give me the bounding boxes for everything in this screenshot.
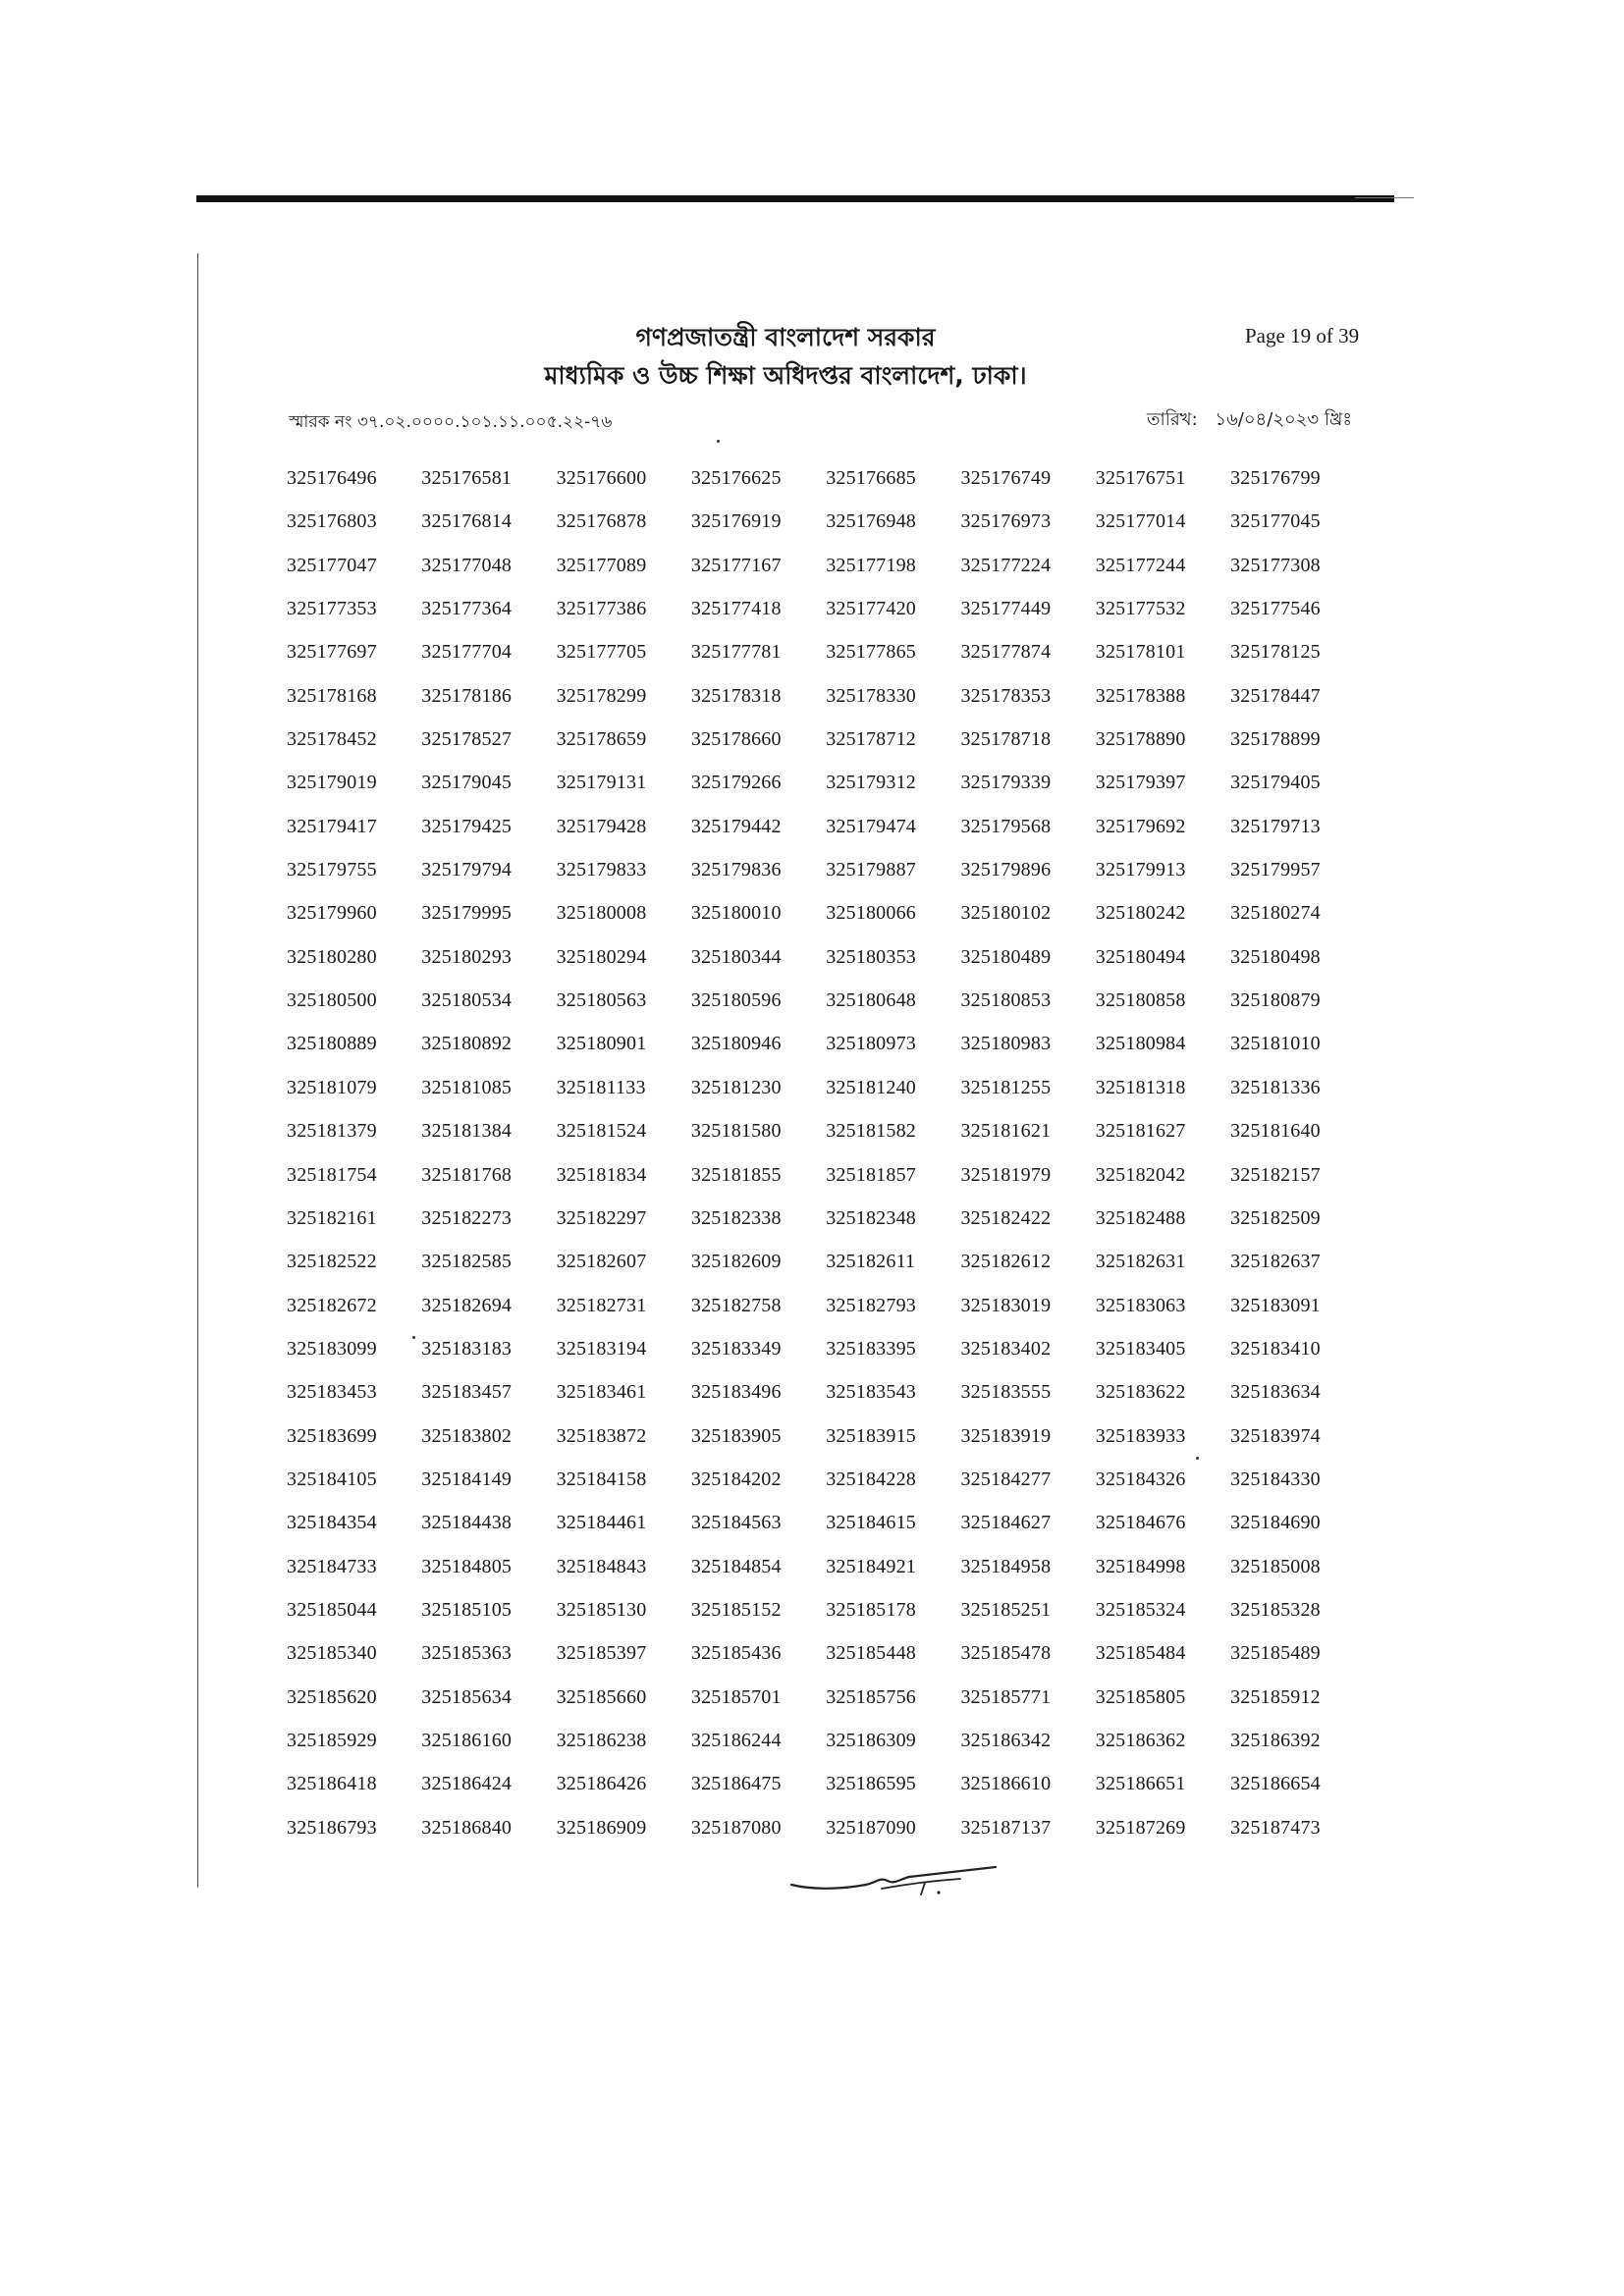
roll-number-cell: 325176496 <box>287 467 377 489</box>
roll-number-cell: 325186392 <box>1230 1729 1321 1751</box>
roll-number-cell: 325182611 <box>826 1251 916 1273</box>
roll-number-cell: 325186475 <box>690 1773 782 1795</box>
roll-number-cell: 325179713 <box>1230 815 1321 837</box>
roll-number-cell: 325179755 <box>287 859 377 881</box>
roll-number-cell: 325179417 <box>287 815 377 837</box>
roll-number-cell: 325186840 <box>421 1816 513 1839</box>
memo-number: স্মারক নং ৩৭.০২.০০০০.১০১.১১.০০৫.২২-৭৬ <box>289 412 613 432</box>
roll-number-cell: 325177874 <box>960 641 1052 664</box>
roll-number-cell: 325180858 <box>1095 989 1186 1012</box>
signature-mark <box>785 1855 1001 1902</box>
roll-number-cell: 325185448 <box>826 1642 916 1665</box>
roll-number-cell: 325183461 <box>556 1381 647 1404</box>
roll-number-cell: 325183974 <box>1230 1424 1321 1447</box>
roll-number-cell: 325185771 <box>960 1685 1052 1708</box>
roll-number-cell: 325186651 <box>1095 1773 1186 1795</box>
roll-number-cell: 325177048 <box>421 554 513 576</box>
roll-number-cell: 325184461 <box>556 1512 647 1534</box>
roll-number-cell: 325179442 <box>690 815 782 837</box>
roll-number-cell: 325184615 <box>826 1512 916 1534</box>
roll-number-cell: 325180274 <box>1230 902 1321 925</box>
roll-number-cell: 325180563 <box>556 989 647 1012</box>
roll-number-cell: 325178101 <box>1095 641 1186 664</box>
roll-number-cell: 325186426 <box>556 1773 647 1795</box>
roll-number-cell: 325181379 <box>287 1120 377 1143</box>
roll-number-cell: 325183063 <box>1095 1294 1186 1316</box>
roll-number-cell: 325186909 <box>556 1816 647 1839</box>
roll-number-cell: 325180853 <box>960 989 1052 1012</box>
roll-number-cell: 325185620 <box>287 1685 377 1708</box>
roll-number-cell: 325183405 <box>1095 1337 1186 1360</box>
roll-number-cell: 325177697 <box>287 641 377 664</box>
roll-number-cell: 325180353 <box>826 945 916 968</box>
roll-number-cell: 325181640 <box>1230 1120 1321 1143</box>
roll-number-cell: 325179887 <box>826 859 916 881</box>
roll-number-cell: 325185397 <box>556 1642 647 1665</box>
roll-number-cell: 325183410 <box>1230 1337 1321 1360</box>
roll-number-cell: 325177781 <box>690 641 782 664</box>
roll-number-cell: 325183699 <box>287 1424 377 1447</box>
roll-number-cell: 325181627 <box>1095 1120 1186 1143</box>
roll-number-cell: 325182637 <box>1230 1251 1321 1273</box>
roll-number-cell: 325186362 <box>1095 1729 1186 1751</box>
roll-number-cell: 325177386 <box>556 598 647 620</box>
roll-number-cell: 325181079 <box>287 1076 377 1098</box>
roll-number-cell: 325184105 <box>287 1468 377 1490</box>
roll-number-cell: 325185912 <box>1230 1685 1321 1708</box>
roll-number-cell: 325182348 <box>826 1206 916 1229</box>
roll-number-cell: 325176948 <box>826 510 916 533</box>
roll-number-cell: 325177308 <box>1230 554 1321 576</box>
roll-number-cell: 325185756 <box>826 1685 916 1708</box>
roll-number-cell: 325179913 <box>1095 859 1186 881</box>
roll-number-cell: 325182758 <box>690 1294 782 1316</box>
roll-number-cell: 325181255 <box>960 1076 1052 1098</box>
roll-number-cell: 325180973 <box>826 1033 916 1055</box>
roll-number-cell: 325177865 <box>826 641 916 664</box>
roll-number-cell: 325186244 <box>690 1729 782 1751</box>
roll-number-cell: 325184805 <box>421 1555 513 1577</box>
roll-number-cell: 325180008 <box>556 902 647 925</box>
roll-number-cell: 325179131 <box>556 772 647 794</box>
roll-number-cell: 325183194 <box>556 1337 647 1360</box>
roll-number-cell: 325185008 <box>1230 1555 1321 1577</box>
roll-number-cell: 325178527 <box>421 728 513 751</box>
roll-number-cell: 325182509 <box>1230 1206 1321 1229</box>
roll-number-cell: 325178353 <box>960 684 1052 707</box>
roll-number-cell: 325179568 <box>960 815 1052 837</box>
roll-number-cell: 325183395 <box>826 1337 916 1360</box>
roll-number-cell: 325177014 <box>1095 510 1186 533</box>
roll-number-cell: 325180280 <box>287 945 377 968</box>
roll-number-cell: 325179794 <box>421 859 513 881</box>
roll-number-cell: 325184563 <box>690 1512 782 1534</box>
roll-number-cell: 325179474 <box>826 815 916 837</box>
roll-number-cell: 325187473 <box>1230 1816 1321 1839</box>
roll-number-cell: 325183933 <box>1095 1424 1186 1447</box>
roll-number-cell: 325180892 <box>421 1033 513 1055</box>
roll-number-cell: 325180344 <box>690 945 782 968</box>
roll-number-cell: 325180500 <box>287 989 377 1012</box>
roll-number-cell: 325181230 <box>690 1076 782 1098</box>
roll-number-cell: 325183915 <box>826 1424 916 1447</box>
roll-number-cell: 325181580 <box>690 1120 782 1143</box>
roll-number-cell: 325177364 <box>421 598 513 620</box>
roll-number-cell: 325186160 <box>421 1729 513 1751</box>
roll-number-cell: 325185044 <box>287 1598 377 1621</box>
roll-number-cell: 325177705 <box>556 641 647 664</box>
roll-number-cell: 325185634 <box>421 1685 513 1708</box>
roll-number-cell: 325183543 <box>826 1381 916 1404</box>
roll-number-cell: 325176581 <box>421 467 513 489</box>
roll-number-cell: 325180983 <box>960 1033 1052 1055</box>
roll-number-cell: 325180294 <box>556 945 647 968</box>
roll-number-cell: 325181133 <box>556 1076 646 1098</box>
roll-number-cell: 325182694 <box>421 1294 513 1316</box>
roll-number-cell: 325177532 <box>1095 598 1186 620</box>
roll-number-cell: 325177704 <box>421 641 513 664</box>
date-value: ১৬/০৪/২০২৩ খ্রিঃ <box>1215 409 1352 430</box>
roll-number-cell: 325178186 <box>421 684 513 707</box>
roll-number-cell: 325181010 <box>1230 1033 1321 1055</box>
roll-number-cell: 325181855 <box>690 1163 782 1186</box>
roll-number-cell: 325179045 <box>421 772 513 794</box>
roll-number-cell: 325181384 <box>421 1120 513 1143</box>
roll-number-cell: 325184690 <box>1230 1512 1321 1534</box>
roll-number-cell: 325184438 <box>421 1512 513 1534</box>
roll-number-cell: 325180102 <box>960 902 1052 925</box>
roll-number-cell: 325176919 <box>690 510 782 533</box>
roll-number-cell: 325182488 <box>1095 1206 1186 1229</box>
roll-number-cell: 325179339 <box>960 772 1052 794</box>
roll-number-cell: 325177047 <box>287 554 377 576</box>
roll-number-cell: 325180889 <box>287 1033 377 1055</box>
roll-number-cell: 325185805 <box>1095 1685 1186 1708</box>
roll-number-cell: 325186424 <box>421 1773 513 1795</box>
roll-number-cell: 325181621 <box>960 1120 1052 1143</box>
roll-number-cell: 325177546 <box>1230 598 1321 620</box>
roll-number-cell: 325180489 <box>960 945 1052 968</box>
roll-number-cell: 325179833 <box>556 859 647 881</box>
roll-number-cell: 325179397 <box>1095 772 1186 794</box>
government-title: গণপ্রজাতন্ত্রী বাংলাদেশ সরকার <box>635 323 936 351</box>
roll-number-cell: 325185701 <box>690 1685 782 1708</box>
roll-number-cell: 325180293 <box>421 945 513 968</box>
roll-number-cell: 325180534 <box>421 989 513 1012</box>
roll-number-cell: 325183905 <box>690 1424 782 1447</box>
roll-number-cell: 325186238 <box>556 1729 647 1751</box>
roll-number-cell: 325183349 <box>690 1337 782 1360</box>
roll-number-cell: 325182631 <box>1095 1251 1186 1273</box>
roll-number-cell: 325182422 <box>960 1206 1052 1229</box>
roll-number-cell: 325182612 <box>960 1251 1052 1273</box>
roll-number-cell: 325177167 <box>690 554 782 576</box>
roll-number-cell: 325184998 <box>1095 1555 1186 1577</box>
roll-number-cell: 325182157 <box>1230 1163 1321 1186</box>
roll-number-cell: 325176799 <box>1230 467 1321 489</box>
roll-number-cell: 325179405 <box>1230 772 1321 794</box>
roll-number-cell: 325185489 <box>1230 1642 1321 1665</box>
roll-number-cell: 325179266 <box>690 772 782 794</box>
roll-number-cell: 325184627 <box>960 1512 1052 1534</box>
roll-number-cell: 325178168 <box>287 684 377 707</box>
roll-number-cell: 325186610 <box>960 1773 1052 1795</box>
roll-number-cell: 325184202 <box>690 1468 782 1490</box>
roll-number-cell: 325184330 <box>1230 1468 1321 1490</box>
roll-number-cell: 325176751 <box>1095 467 1186 489</box>
roll-number-cell: 325183183 <box>421 1337 513 1360</box>
roll-number-cell: 325179692 <box>1095 815 1186 837</box>
roll-number-cell: 325181240 <box>826 1076 916 1098</box>
roll-number-cell: 325178318 <box>690 684 782 707</box>
roll-number-cell: 325182522 <box>287 1251 377 1273</box>
roll-number-cell: 325178299 <box>556 684 647 707</box>
roll-number-cell: 325185340 <box>287 1642 377 1665</box>
top-rule-extension <box>1355 197 1414 198</box>
roll-number-cell: 325178890 <box>1095 728 1186 751</box>
roll-number-cell: 325184158 <box>556 1468 647 1490</box>
roll-number-cell: 325180596 <box>690 989 782 1012</box>
roll-number-cell: 325176814 <box>421 510 513 533</box>
roll-number-table <box>287 467 1367 1860</box>
roll-number-cell: 325178452 <box>287 728 377 751</box>
roll-number-cell: 325176600 <box>556 467 647 489</box>
roll-number-cell: 325178718 <box>960 728 1052 751</box>
roll-number-cell: 325185105 <box>421 1598 513 1621</box>
roll-number-cell: 325182161 <box>287 1206 377 1229</box>
roll-number-cell: 325183402 <box>960 1337 1052 1360</box>
roll-number-cell: 325183453 <box>287 1381 377 1404</box>
roll-number-cell: 325181524 <box>556 1120 647 1143</box>
roll-number-cell: 325176803 <box>287 510 377 533</box>
roll-number-cell: 325177449 <box>960 598 1052 620</box>
roll-number-cell: 325176625 <box>690 467 782 489</box>
roll-number-cell: 325181582 <box>826 1120 916 1143</box>
roll-number-cell: 325181318 <box>1095 1076 1186 1098</box>
roll-number-cell: 325184958 <box>960 1555 1052 1577</box>
roll-number-cell: 325186309 <box>826 1729 916 1751</box>
roll-number-cell: 325176878 <box>556 510 647 533</box>
roll-number-cell: 325178388 <box>1095 684 1186 707</box>
roll-number-cell: 325176685 <box>826 467 916 489</box>
roll-number-cell: 325182042 <box>1095 1163 1186 1186</box>
roll-number-cell: 325178447 <box>1230 684 1321 707</box>
roll-number-cell: 325185178 <box>826 1598 916 1621</box>
roll-number-cell: 325179957 <box>1230 859 1321 881</box>
top-rule <box>196 195 1394 202</box>
roll-number-cell: 325182609 <box>690 1251 782 1273</box>
page-number: Page 19 of 39 <box>1245 324 1360 347</box>
roll-number-cell: 325179896 <box>960 859 1052 881</box>
roll-number-cell: 325184843 <box>556 1555 647 1577</box>
roll-number-cell: 325177420 <box>826 598 916 620</box>
roll-number-cell: 325187080 <box>690 1816 782 1839</box>
roll-number-cell: 325180010 <box>690 902 782 925</box>
roll-number-cell: 325179960 <box>287 902 377 925</box>
roll-number-cell: 325185363 <box>421 1642 513 1665</box>
roll-number-cell: 325176749 <box>960 467 1052 489</box>
roll-number-cell: 325181336 <box>1230 1076 1321 1098</box>
date-label: তারিখ: <box>1147 409 1198 430</box>
roll-number-cell: 325186793 <box>287 1816 377 1839</box>
roll-number-cell: 325177224 <box>960 554 1052 576</box>
roll-number-cell: 325180066 <box>826 902 916 925</box>
roll-number-cell: 325178899 <box>1230 728 1321 751</box>
roll-number-cell: 325177089 <box>556 554 647 576</box>
roll-number-cell: 325185251 <box>960 1598 1052 1621</box>
roll-number-cell: 325181768 <box>421 1163 513 1186</box>
roll-number-cell: 325184149 <box>421 1468 513 1490</box>
roll-number-cell: 325179995 <box>421 902 513 925</box>
roll-number-cell: 325183457 <box>421 1381 513 1404</box>
roll-number-cell: 325183622 <box>1095 1381 1186 1404</box>
roll-number-cell: 325180242 <box>1095 902 1186 925</box>
roll-number-cell: 325178330 <box>826 684 916 707</box>
roll-number-cell: 325183091 <box>1230 1294 1321 1316</box>
left-margin-line <box>197 253 198 1888</box>
roll-number-cell: 325181979 <box>960 1163 1052 1186</box>
roll-number-cell: 325180901 <box>556 1033 647 1055</box>
roll-number-cell: 325183496 <box>690 1381 782 1404</box>
roll-number-cell: 325187090 <box>826 1816 916 1839</box>
roll-number-cell: 325180879 <box>1230 989 1321 1012</box>
roll-number-cell: 325180648 <box>826 989 916 1012</box>
roll-number-cell: 325186342 <box>960 1729 1052 1751</box>
roll-number-cell: 325185484 <box>1095 1642 1186 1665</box>
roll-number-cell: 325176973 <box>960 510 1052 533</box>
roll-number-cell: 325186595 <box>826 1773 916 1795</box>
roll-number-cell: 325183099 <box>287 1337 377 1360</box>
roll-number-cell: 325184854 <box>690 1555 782 1577</box>
roll-number-cell: 325186654 <box>1230 1773 1321 1795</box>
roll-number-cell: 325182297 <box>556 1206 647 1229</box>
roll-number-cell: 325177045 <box>1230 510 1321 533</box>
roll-number-cell: 325177244 <box>1095 554 1186 576</box>
roll-number-cell: 325185436 <box>690 1642 782 1665</box>
roll-number-cell: 325182607 <box>556 1251 647 1273</box>
roll-number-cell: 325184921 <box>826 1555 916 1577</box>
roll-number-cell: 325178712 <box>826 728 916 751</box>
roll-number-cell: 325177198 <box>826 554 916 576</box>
directorate-title: মাধ্যমিক ও উচ্চ শিক্ষা অধিদপ্তর বাংলাদেশ, ঢাকা। <box>544 361 1027 390</box>
roll-number-cell: 325183919 <box>960 1424 1052 1447</box>
roll-number-cell: 325185328 <box>1230 1598 1321 1621</box>
roll-number-cell: 325185929 <box>287 1729 377 1751</box>
roll-number-cell: 325178125 <box>1230 641 1321 664</box>
date-block <box>1147 405 1352 436</box>
roll-number-cell: 325182273 <box>421 1206 513 1229</box>
roll-number-cell: 325183019 <box>960 1294 1052 1316</box>
roll-number-cell: 325185152 <box>690 1598 782 1621</box>
roll-number-cell: 325182585 <box>421 1251 513 1273</box>
roll-number-cell: 325185130 <box>556 1598 647 1621</box>
roll-number-cell: 325186418 <box>287 1773 377 1795</box>
roll-number-cell: 325187137 <box>960 1816 1052 1839</box>
roll-number-cell: 325181857 <box>826 1163 916 1186</box>
roll-number-cell: 325184228 <box>826 1468 916 1490</box>
roll-number-cell: 325179019 <box>287 772 377 794</box>
roll-number-cell: 325179836 <box>690 859 782 881</box>
roll-number-cell: 325184326 <box>1095 1468 1186 1490</box>
roll-number-cell: 325182793 <box>826 1294 916 1316</box>
roll-number-cell: 325185324 <box>1095 1598 1186 1621</box>
roll-number-cell: 325184277 <box>960 1468 1052 1490</box>
roll-number-cell: 325181085 <box>421 1076 513 1098</box>
roll-number-cell: 325187269 <box>1095 1816 1186 1839</box>
roll-number-cell: 325179312 <box>826 772 916 794</box>
roll-number-cell: 325180946 <box>690 1033 782 1055</box>
roll-number-cell: 325181754 <box>287 1163 377 1186</box>
roll-number-cell: 325182672 <box>287 1294 377 1316</box>
roll-number-cell: 325184676 <box>1095 1512 1186 1534</box>
roll-number-cell: 325184733 <box>287 1555 377 1577</box>
roll-number-cell: 325185660 <box>556 1685 647 1708</box>
roll-number-cell: 325179425 <box>421 815 513 837</box>
roll-number-cell: 325177353 <box>287 598 377 620</box>
roll-number-cell: 325180498 <box>1230 945 1321 968</box>
roll-number-cell: 325181834 <box>556 1163 647 1186</box>
roll-number-cell: 325184354 <box>287 1512 377 1534</box>
roll-number-cell: 325178660 <box>690 728 782 751</box>
roll-number-cell: 325179428 <box>556 815 647 837</box>
roll-number-cell: 325177418 <box>690 598 782 620</box>
roll-number-cell: 325178659 <box>556 728 647 751</box>
roll-number-cell: 325183634 <box>1230 1381 1321 1404</box>
roll-number-cell: 325185478 <box>960 1642 1052 1665</box>
roll-number-cell: 325183555 <box>960 1381 1052 1404</box>
roll-number-cell: 325183872 <box>556 1424 647 1447</box>
roll-number-cell: 325182338 <box>690 1206 782 1229</box>
stray-mark <box>717 440 720 443</box>
roll-number-cell: 325182731 <box>556 1294 647 1316</box>
roll-number-cell: 325180494 <box>1095 945 1186 968</box>
roll-number-cell: 325183802 <box>421 1424 513 1447</box>
roll-number-cell: 325180984 <box>1095 1033 1186 1055</box>
